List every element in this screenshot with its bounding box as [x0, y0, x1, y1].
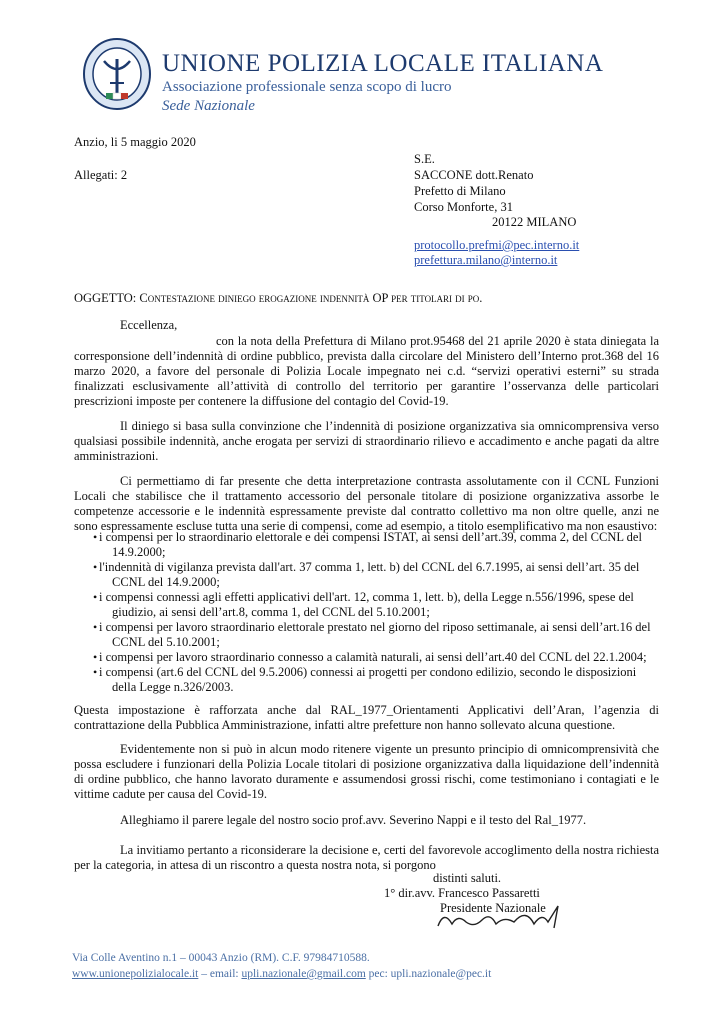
paragraph-4-text: Questa impostazione è rafforzata anche dal RAL_1977_Orientamenti Applicativi dell’Aran, l’agenzia di contrattazione della Pubblica Amministrazione, infatti altre prefetture non hanno sollevato alcuna questione.: [74, 703, 659, 732]
recipient-city: 20122 MILANO: [492, 215, 577, 229]
subject-text: Contestazione diniego erogazione indennità OP per titolari di po.: [139, 291, 483, 305]
recipient-email-link[interactable]: prefettura.milano@interno.it: [414, 253, 558, 267]
subject-line: [74, 291, 482, 306]
organization-subtitle: Associazione professionale senza scopo di lucro: [162, 79, 452, 95]
email-link[interactable]: upli.nazionale@gmail.com: [241, 968, 366, 980]
association-logo: [82, 37, 152, 112]
organization-name: UNIONE POLIZIA LOCALE ITALIANA: [162, 50, 604, 77]
paragraph-4: [74, 703, 659, 733]
footer-address: Via Colle Aventino n.1 – 00043 Anzio (RM). C.F. 97984710588.: [72, 952, 370, 964]
attachments-count: Allegati: 2: [74, 168, 128, 182]
recipient-street: Corso Monforte, 31: [414, 200, 513, 214]
pec-label: pec:: [365, 968, 391, 980]
paragraph-6: [74, 813, 659, 828]
paragraph-6-text: Alleghiamo il parere legale del nostro socio prof.avv. Severino Nappi e il testo del Ral_1977.: [120, 813, 587, 827]
recipient-role: Prefetto di Milano: [414, 184, 506, 198]
closing-greeting: distinti saluti.: [433, 871, 502, 885]
paragraph-1: [74, 334, 659, 409]
list-item: • l'indennità di vigilanza prevista dall'art. 37 comma 1, lett. b) del CCNL del 6.7.1995, ai sensi dell’art. 35 del CCNL del 14.9.2000;: [74, 560, 659, 590]
paragraph-3-text: Ci permettiamo di far presente che detta interpretazione contrasta assolutamente con il CCNL Funzioni Locali che stabilisce che il trattamento accessorio del personale titolare di posizione organizzativa assorbe le competenze accessorie e le indennità espressamente previste dal contratto collettivo ma non oltre quelle, anzi ne sono espressamente escluse tutta una serie di compensi, come ad esempio, a titolo esemplificativo ma non esaustivo:: [74, 474, 659, 533]
email-label: – email:: [198, 968, 242, 980]
signatory-title: Presidente Nazionale: [440, 901, 546, 915]
list-item: • i compensi per lavoro straordinario connesso a calamità naturali, ai sensi dell’art.40 del CCNL del 22.1.2004;: [74, 650, 659, 665]
signatory-name: 1° dir.avv. Francesco Passaretti: [384, 886, 540, 900]
paragraph-2: [74, 419, 659, 464]
exclusions-list: [74, 530, 659, 695]
paragraph-7: [74, 843, 659, 873]
organization-seat: Sede Nazionale: [162, 98, 255, 114]
footer-contacts: [72, 968, 491, 980]
website-link[interactable]: www.unionepolizialocale.it: [72, 968, 199, 980]
handwritten-signature: [430, 902, 570, 932]
subject-label: OGGETTO:: [74, 291, 140, 305]
list-item: • i compensi per lavoro straordinario elettorale prestato nel giorno del riposo settimanale, ai sensi dell’art.16 del CCNL del 5.10.2001;: [74, 620, 659, 650]
paragraph-1-text: con la nota della Prefettura di Milano prot.95468 del 21 aprile 2020 è stata diniegata la corresponsione dell’indennità di ordine pubblico, prevista dalla circolare del Ministero dell’Interno prot.368 del 16 marzo 2020, a favore del personale di Polizia Locale impegnato nei c.d. “servizi operativi esterni” su strada finalizzati esclusivamente all’attività di controllo del territorio per garantire l’osservanza delle particolari prescrizioni imposte per contenere la diffusione del contagio del Covid-19.: [74, 334, 659, 408]
paragraph-7-text: La invitiamo pertanto a riconsiderare la decisione e, certi del favorevole accoglimento della nostra richiesta per la categoria, in attesa di un riscontro a questa nostra nota, si porgono: [74, 843, 659, 872]
paragraph-2-text: Il diniego si basa sulla convinzione che l’indennità di posizione organizzativa sia omnicomprensiva verso qualsiasi possibile indennità, anche erogata per servizi di straordinario rilievo e accadimento e anche pagati da altre amministrazioni.: [74, 419, 659, 463]
recipient-name: SACCONE dott.Renato: [414, 168, 534, 182]
recipient-honorific: S.E.: [414, 152, 435, 166]
list-item: • i compensi (art.6 del CCNL del 9.5.2006) connessi ai progetti per condono edilizio, secondo le disposizioni della Legge n.326/2003.: [74, 665, 659, 695]
salutation: Eccellenza,: [120, 318, 178, 332]
list-item: • i compensi connessi agli effetti applicativi dell'art. 12, comma 1, lett. b), della Legge n.556/1996, spese del giudizio, ai sensi dell’art.8, comma 1, del CCNL del 5.10.2001;: [74, 590, 659, 620]
pec-address[interactable]: upli.nazionale@pec.it: [390, 968, 492, 980]
paragraph-5: [74, 742, 659, 802]
place-date: Anzio, li 5 maggio 2020: [74, 135, 196, 149]
recipient-pec-link[interactable]: protocollo.prefmi@pec.interno.it: [414, 238, 580, 252]
paragraph-3: [74, 474, 659, 534]
paragraph-5-text: Evidentemente non si può in alcun modo ritenere vigente un presunto principio di omnicomprensività che possa escludere i funzionari della Polizia Locale titolari di posizione organizzativa dalla liquidazione dell’indennità di ordine pubblico, che hanno lavorato duramente e assumendosi grossi rischi, come testimoniano i contagiati e le vittime cadute per causa del Covid-19.: [74, 742, 659, 801]
list-item: • i compensi per lo straordinario elettorale e dei compensi ISTAT, ai sensi dell’art.39, comma 2, del CCNL del 14.9.2000;: [74, 530, 659, 560]
